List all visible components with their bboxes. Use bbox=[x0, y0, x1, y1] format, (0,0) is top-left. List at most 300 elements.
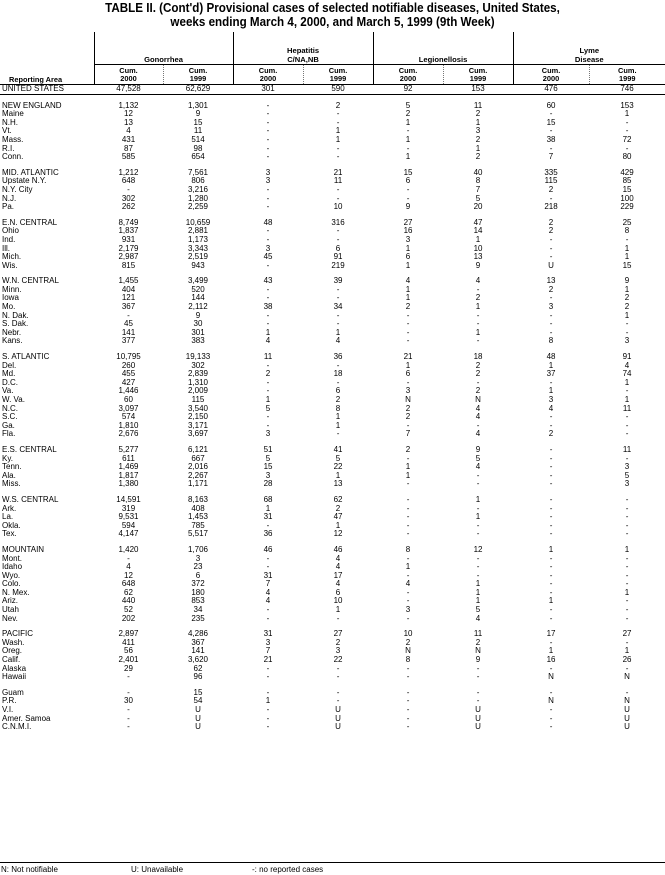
value-cell: 1 bbox=[548, 361, 554, 370]
value-cell: U bbox=[195, 714, 201, 723]
value-cell: - bbox=[476, 673, 480, 682]
value-cell: 1 bbox=[548, 387, 554, 396]
table-row bbox=[0, 413, 665, 422]
value-cell: 4 bbox=[475, 277, 481, 286]
value-cell: 5 bbox=[335, 454, 341, 463]
value-cell: 144 bbox=[191, 294, 205, 303]
value-cell: 10,795 bbox=[116, 353, 141, 362]
value-cell: 408 bbox=[191, 504, 205, 513]
value-cell: 746 bbox=[589, 85, 665, 95]
value-cell: - bbox=[549, 504, 553, 513]
reporting-area-cell: E.N. CENTRAL bbox=[2, 218, 58, 227]
value-cell: - bbox=[549, 194, 553, 203]
reporting-area-cell: N. Dak. bbox=[2, 311, 29, 320]
value-cell: - bbox=[549, 480, 553, 489]
value-cell: N bbox=[624, 673, 630, 682]
value-cell: - bbox=[266, 706, 270, 714]
reporting-area-cell: D.C. bbox=[2, 378, 18, 387]
value-cell: 13 bbox=[473, 253, 483, 262]
value-cell: - bbox=[266, 387, 270, 396]
value-cell: U bbox=[624, 723, 630, 732]
value-cell: 12 bbox=[333, 530, 343, 539]
value-cell: 115 bbox=[191, 396, 205, 404]
value-cell: - bbox=[625, 521, 629, 530]
value-cell: 9 bbox=[475, 261, 481, 270]
value-cell: 3 bbox=[265, 244, 271, 253]
value-cell: - bbox=[406, 320, 410, 329]
value-cell: 1 bbox=[475, 144, 481, 153]
col-header-4 bbox=[303, 65, 373, 85]
value-cell: - bbox=[266, 311, 270, 320]
value-cell: - bbox=[406, 504, 410, 513]
value-cell: 7 bbox=[265, 580, 271, 589]
table-title bbox=[23, 1, 641, 29]
value-cell: - bbox=[476, 530, 480, 539]
value-cell: 9 bbox=[624, 277, 630, 286]
value-cell: 1,810 bbox=[118, 421, 139, 430]
value-cell: - bbox=[549, 110, 553, 119]
value-cell: - bbox=[549, 495, 553, 504]
value-cell: 4 bbox=[475, 430, 481, 439]
spacer-row bbox=[0, 212, 665, 219]
value-cell: - bbox=[476, 521, 480, 530]
value-cell: 141 bbox=[191, 647, 205, 656]
value-cell: - bbox=[266, 127, 270, 136]
value-cell: 219 bbox=[331, 261, 345, 270]
table-row bbox=[0, 673, 665, 682]
value-cell: 301 bbox=[233, 85, 303, 95]
value-cell: 815 bbox=[121, 261, 136, 270]
value-cell: 1 bbox=[624, 110, 630, 119]
table-row bbox=[0, 472, 665, 481]
value-cell: - bbox=[625, 580, 629, 589]
spacer-row bbox=[0, 682, 665, 689]
value-cell: 5 bbox=[475, 194, 481, 203]
value-cell: 1 bbox=[624, 285, 630, 294]
value-cell: 5,277 bbox=[118, 445, 139, 454]
col-header-year: 1999 bbox=[329, 73, 347, 83]
value-cell: 1 bbox=[548, 647, 554, 656]
value-cell: U bbox=[335, 723, 341, 732]
value-cell: - bbox=[549, 253, 553, 262]
value-cell: 514 bbox=[191, 135, 205, 144]
value-cell: 5 bbox=[265, 404, 271, 413]
value-cell: 31 bbox=[263, 513, 273, 522]
value-cell: 91 bbox=[622, 353, 632, 362]
value-cell: - bbox=[549, 606, 553, 615]
value-cell: 1 bbox=[624, 378, 630, 387]
table-row bbox=[0, 522, 665, 531]
value-cell: - bbox=[625, 328, 629, 337]
spacer-row bbox=[0, 270, 665, 277]
value-cell: - bbox=[406, 328, 410, 337]
value-cell: 153 bbox=[443, 85, 513, 95]
reporting-area-cell: Mass. bbox=[2, 135, 24, 144]
value-cell: - bbox=[127, 714, 130, 723]
col-header-label: Cum. bbox=[541, 65, 561, 75]
value-cell: 12 bbox=[473, 545, 483, 554]
col-header-year: 1999 bbox=[469, 73, 487, 83]
value-cell: - bbox=[336, 320, 340, 329]
value-cell: - bbox=[336, 185, 340, 194]
value-cell: - bbox=[549, 530, 553, 539]
table-row bbox=[0, 723, 665, 732]
value-cell: 13 bbox=[546, 277, 556, 286]
value-cell: - bbox=[336, 294, 340, 303]
value-cell: 2,016 bbox=[187, 463, 209, 472]
value-cell: 3,620 bbox=[187, 656, 209, 665]
value-cell: 3 bbox=[265, 168, 271, 177]
table-row bbox=[0, 689, 665, 698]
table-row bbox=[0, 320, 665, 329]
value-cell: 3 bbox=[475, 127, 481, 136]
table-row bbox=[0, 337, 665, 346]
footnote-unavailable: U: Unavailable bbox=[131, 865, 184, 874]
value-cell: 1 bbox=[405, 135, 411, 144]
value-cell: 1 bbox=[475, 597, 481, 606]
value-cell: - bbox=[549, 706, 553, 714]
value-cell: 74 bbox=[622, 370, 632, 379]
table-row bbox=[0, 480, 665, 489]
reporting-area-cell: Vt. bbox=[2, 127, 12, 136]
value-cell: 15 bbox=[622, 261, 632, 270]
value-cell: 10,659 bbox=[185, 218, 211, 227]
value-cell: 52 bbox=[124, 606, 133, 615]
reporting-area-cell: MOUNTAIN bbox=[2, 545, 45, 554]
value-cell: 1 bbox=[405, 285, 411, 294]
value-cell: - bbox=[127, 688, 130, 697]
reporting-area-cell: Okla. bbox=[2, 521, 21, 530]
value-cell: - bbox=[549, 614, 553, 623]
value-cell: - bbox=[625, 638, 629, 647]
reporting-area-cell: V.I. bbox=[2, 706, 14, 714]
table-row bbox=[0, 110, 665, 119]
value-cell: 85 bbox=[622, 177, 632, 186]
value-cell: 34 bbox=[193, 606, 203, 615]
value-cell: 1,446 bbox=[118, 387, 139, 396]
value-cell: 4 bbox=[265, 337, 271, 346]
value-cell: 4 bbox=[405, 580, 411, 589]
value-cell: 806 bbox=[191, 177, 205, 186]
value-cell: 229 bbox=[620, 203, 634, 212]
value-cell: - bbox=[549, 638, 553, 647]
value-cell: - bbox=[549, 580, 553, 589]
value-cell: 19,133 bbox=[185, 353, 211, 362]
value-cell: - bbox=[266, 320, 270, 329]
value-cell: 1 bbox=[335, 421, 341, 430]
total-row bbox=[0, 85, 665, 95]
value-cell: 1 bbox=[265, 697, 271, 706]
table-row bbox=[0, 177, 665, 186]
value-cell: 1 bbox=[475, 235, 481, 244]
value-cell: 15 bbox=[546, 118, 556, 127]
table-row bbox=[0, 127, 665, 136]
value-cell: - bbox=[406, 513, 410, 522]
value-cell: 4,286 bbox=[187, 630, 209, 639]
value-cell: 4 bbox=[335, 554, 341, 563]
value-cell: - bbox=[336, 697, 340, 706]
value-cell: - bbox=[625, 597, 629, 606]
value-cell: - bbox=[625, 563, 629, 572]
value-cell: - bbox=[625, 118, 629, 127]
value-cell: 22 bbox=[333, 656, 343, 665]
value-cell: - bbox=[406, 495, 410, 504]
col-header-label: Cum. bbox=[258, 65, 278, 75]
table-row bbox=[0, 580, 665, 589]
value-cell: - bbox=[625, 530, 629, 539]
value-cell: 2,676 bbox=[118, 430, 139, 439]
value-cell: 648 bbox=[121, 580, 136, 589]
reporting-area-cell: Va. bbox=[2, 387, 14, 396]
reporting-area-cell: NEW ENGLAND bbox=[2, 101, 62, 110]
reporting-area-cell: Maine bbox=[2, 110, 24, 119]
value-cell: - bbox=[625, 127, 629, 136]
value-cell: 15 bbox=[193, 688, 203, 697]
value-cell: 1 bbox=[265, 328, 271, 337]
value-cell: 440 bbox=[121, 597, 136, 606]
value-cell: 2 bbox=[405, 303, 411, 312]
value-cell: 383 bbox=[191, 337, 205, 346]
value-cell: - bbox=[266, 135, 270, 144]
value-cell: 2 bbox=[548, 430, 554, 439]
value-cell: - bbox=[336, 664, 340, 673]
title-line-1: TABLE II. (Cont'd) Provisional cases of selected notifiable diseases, United States, bbox=[105, 1, 560, 15]
value-cell: - bbox=[266, 664, 270, 673]
value-cell: 2 bbox=[265, 370, 271, 379]
value-cell: - bbox=[336, 110, 340, 119]
value-cell: 1 bbox=[405, 261, 411, 270]
reporting-area-cell: S.C. bbox=[2, 413, 18, 422]
value-cell: - bbox=[266, 673, 270, 682]
value-cell: 47 bbox=[473, 218, 483, 227]
value-cell: - bbox=[266, 723, 270, 732]
value-cell: 27 bbox=[403, 218, 413, 227]
value-cell: 27 bbox=[622, 630, 632, 639]
value-cell: 6 bbox=[195, 571, 201, 580]
value-cell: 3,097 bbox=[118, 404, 139, 413]
value-cell: 1 bbox=[405, 118, 411, 127]
value-cell: - bbox=[127, 673, 130, 682]
reporting-area-cell: Ala. bbox=[2, 471, 16, 480]
value-cell: - bbox=[266, 606, 270, 615]
value-cell: - bbox=[406, 597, 410, 606]
value-cell: 1 bbox=[624, 647, 630, 656]
value-cell: 8,163 bbox=[187, 495, 209, 504]
value-cell: - bbox=[549, 563, 553, 572]
value-cell: - bbox=[266, 203, 270, 212]
value-cell: 1,173 bbox=[187, 235, 209, 244]
value-cell: 6,121 bbox=[187, 445, 209, 454]
value-cell: 1 bbox=[475, 328, 481, 337]
value-cell: 30 bbox=[193, 320, 203, 329]
value-cell: 218 bbox=[544, 203, 558, 212]
reporting-area-cell: N.C. bbox=[2, 404, 18, 413]
value-cell: 1 bbox=[405, 463, 411, 472]
value-cell: 367 bbox=[121, 303, 136, 312]
value-cell: N bbox=[548, 697, 554, 706]
value-cell: 2,150 bbox=[187, 413, 209, 422]
value-cell: U bbox=[195, 706, 201, 714]
value-cell: 1 bbox=[405, 563, 411, 572]
col-header-5 bbox=[373, 65, 443, 85]
value-cell: 5,517 bbox=[187, 530, 209, 539]
table-row bbox=[0, 396, 665, 405]
reporting-area-cell: Ga. bbox=[2, 421, 15, 430]
value-cell: - bbox=[336, 614, 340, 623]
value-cell: 15 bbox=[622, 185, 632, 194]
value-cell: 3,216 bbox=[187, 185, 209, 194]
value-cell: 4 bbox=[265, 588, 271, 597]
value-cell: U bbox=[475, 706, 481, 714]
table-row bbox=[0, 656, 665, 665]
value-cell: - bbox=[406, 454, 410, 463]
value-cell: 6 bbox=[405, 253, 411, 262]
value-cell: 12 bbox=[124, 571, 133, 580]
value-cell: 2 bbox=[405, 413, 411, 422]
value-cell: 14 bbox=[473, 227, 483, 236]
value-cell: - bbox=[549, 421, 553, 430]
value-cell: 36 bbox=[333, 353, 343, 362]
col-header-year: 2000 bbox=[399, 73, 417, 83]
value-cell: 2 bbox=[475, 294, 481, 303]
value-cell: - bbox=[625, 495, 629, 504]
value-cell: 7,561 bbox=[187, 168, 209, 177]
value-cell: 4 bbox=[335, 337, 341, 346]
value-cell: 1 bbox=[335, 127, 341, 136]
value-cell: - bbox=[549, 588, 553, 597]
value-cell: 654 bbox=[191, 153, 205, 162]
value-cell: 594 bbox=[121, 521, 136, 530]
value-cell: - bbox=[336, 430, 340, 439]
value-cell: 2 bbox=[548, 285, 554, 294]
value-cell: 335 bbox=[544, 168, 558, 177]
value-cell: - bbox=[549, 554, 553, 563]
value-cell: 6 bbox=[335, 387, 341, 396]
col-header-3 bbox=[233, 65, 303, 85]
value-cell: 1,837 bbox=[118, 227, 139, 236]
value-cell: - bbox=[476, 337, 480, 346]
value-cell: - bbox=[406, 673, 410, 682]
value-cell: - bbox=[127, 706, 130, 714]
value-cell: 1 bbox=[475, 588, 481, 597]
value-cell: 431 bbox=[121, 135, 136, 144]
value-cell: 648 bbox=[121, 177, 136, 186]
spacer-row bbox=[0, 162, 665, 169]
value-cell: N bbox=[475, 396, 481, 404]
value-cell: 15 bbox=[263, 463, 273, 472]
reporting-area-cell: Idaho bbox=[2, 563, 23, 572]
value-cell: - bbox=[336, 688, 340, 697]
value-cell: 4 bbox=[405, 277, 411, 286]
value-cell: 2,009 bbox=[187, 387, 209, 396]
table-row bbox=[0, 505, 665, 514]
value-cell: 9 bbox=[405, 203, 411, 212]
value-cell: 2 bbox=[405, 110, 411, 119]
value-cell: - bbox=[266, 378, 270, 387]
value-cell: 3 bbox=[548, 396, 554, 404]
value-cell: 3,499 bbox=[187, 277, 209, 286]
value-cell: 10 bbox=[333, 203, 343, 212]
value-cell: - bbox=[549, 445, 553, 454]
value-cell: 2,259 bbox=[187, 203, 209, 212]
value-cell: - bbox=[406, 480, 410, 489]
reporting-area-cell: Conn. bbox=[2, 153, 24, 162]
value-cell: - bbox=[476, 378, 480, 387]
value-cell: 2 bbox=[475, 135, 481, 144]
value-cell: 1,706 bbox=[187, 545, 209, 554]
value-cell: - bbox=[406, 378, 410, 387]
value-cell: 429 bbox=[620, 168, 634, 177]
value-cell: - bbox=[406, 144, 410, 153]
col-header-label: Cum. bbox=[188, 65, 208, 75]
col-header-year: 2000 bbox=[259, 73, 277, 83]
title-line-2: weeks ending March 4, 2000, and March 5, 1999 (9th Week) bbox=[170, 15, 495, 29]
value-cell: 47,528 bbox=[94, 85, 163, 95]
value-cell: - bbox=[406, 688, 410, 697]
value-cell: 25 bbox=[622, 218, 632, 227]
value-cell: N bbox=[624, 697, 630, 706]
value-cell: 39 bbox=[333, 277, 343, 286]
reporting-area-cell: Minn. bbox=[2, 285, 22, 294]
value-cell: 31 bbox=[263, 630, 273, 639]
value-cell: 8 bbox=[405, 545, 411, 554]
table-row bbox=[0, 286, 665, 295]
value-cell: - bbox=[625, 387, 629, 396]
value-cell: 3 bbox=[548, 303, 554, 312]
value-cell: - bbox=[406, 614, 410, 623]
value-cell: 5 bbox=[405, 101, 411, 110]
reporting-area-cell: MID. ATLANTIC bbox=[2, 168, 59, 177]
reporting-area-cell: N.J. bbox=[2, 194, 17, 203]
value-cell: 1 bbox=[405, 153, 411, 162]
value-cell: - bbox=[266, 294, 270, 303]
value-cell: 5 bbox=[475, 606, 481, 615]
spacer-row bbox=[0, 489, 665, 496]
value-cell: 21 bbox=[333, 168, 343, 177]
value-cell: - bbox=[406, 554, 410, 563]
value-cell: - bbox=[127, 554, 130, 563]
value-cell: 7 bbox=[548, 153, 554, 162]
value-cell: 7 bbox=[405, 430, 411, 439]
value-cell: 48 bbox=[263, 218, 273, 227]
value-cell: - bbox=[406, 530, 410, 539]
reporting-area-cell: W. Va. bbox=[2, 396, 25, 404]
group-lyme-disease: Lyme Disease bbox=[513, 32, 665, 65]
value-cell: 11 bbox=[263, 353, 273, 362]
value-cell: - bbox=[266, 563, 270, 572]
col-header-7 bbox=[513, 65, 589, 85]
table-row bbox=[0, 697, 665, 706]
table-row bbox=[0, 379, 665, 388]
table-row bbox=[0, 647, 665, 656]
reporting-area-cell: Wash. bbox=[2, 638, 25, 647]
value-cell: 2 bbox=[475, 153, 481, 162]
table-row bbox=[0, 362, 665, 371]
value-cell: 1 bbox=[548, 545, 554, 554]
value-cell: 31 bbox=[263, 571, 273, 580]
value-cell: 2,839 bbox=[187, 370, 209, 379]
value-cell: 54 bbox=[193, 697, 203, 706]
table-row bbox=[0, 715, 665, 724]
table-row bbox=[0, 563, 665, 572]
value-cell: - bbox=[266, 185, 270, 194]
value-cell: 1 bbox=[405, 244, 411, 253]
table-row bbox=[0, 136, 665, 145]
value-cell: - bbox=[549, 127, 553, 136]
table-row bbox=[0, 294, 665, 303]
value-cell: 3 bbox=[405, 606, 411, 615]
value-cell: 2 bbox=[335, 396, 341, 404]
